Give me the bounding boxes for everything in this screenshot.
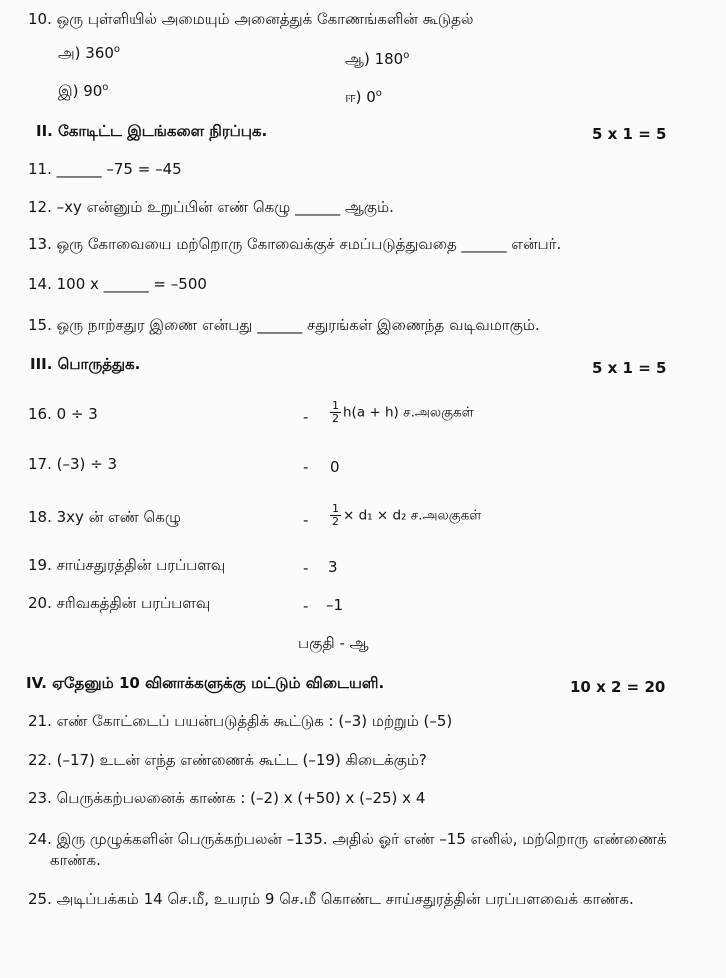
question-11: 11. ______ –75 = –45 (28, 160, 182, 178)
q10-option-d: ஈ) 0$^o$ (345, 88, 382, 106)
match-separator: - (303, 458, 309, 476)
match-answer-5: –1 (326, 596, 344, 614)
question-13: 13. ஒரு கோவையை மற்றொரு கோவைக்குச் சமப்படுத்துவதை ______ என்பர். (28, 235, 562, 253)
question-22: 22. (–17) உடன் எந்த எண்ணைக் கூட்ட (–19) கிடைக்கும்? (28, 751, 427, 769)
section-2-title: II. கோடிட்ட இடங்களை நிரப்புக. (36, 122, 268, 140)
section-4-marks: 10 x 2 = 20 (570, 678, 666, 696)
match-separator: - (303, 511, 309, 529)
match-separator: - (303, 559, 309, 577)
match-question-17: 17. (–3) ÷ 3 (28, 455, 118, 473)
section-3-marks: 5 x 1 = 5 (592, 359, 667, 377)
section-3-title: III. பொருத்துக. (30, 355, 141, 373)
question-23: 23. பெருக்கற்பலனைக் காண்க : (–2) x (+50) x (–25) x 4 (28, 789, 426, 807)
fraction-half: $\frac{1}{2}$ (332, 399, 339, 425)
q10-option-a: அ) 360$^o$ (58, 44, 121, 62)
match-answer-4: 3 (328, 558, 338, 576)
question-25: 25. அடிப்பக்கம் 14 செ.மீ, உயரம் 9 செ.மீ கொண்ட சாய்சதுரத்தின் பரப்பளவைக் காண்க. (28, 890, 634, 908)
section-2-marks: 5 x 1 = 5 (592, 125, 667, 143)
match-question-16: 16. 0 ÷ 3 (28, 405, 98, 423)
question-24-continuation: காண்க. (50, 851, 101, 869)
match-separator: - (303, 597, 309, 615)
fraction-half: $\frac{1}{2}$ (332, 502, 339, 528)
match-answer-2: 0 (330, 458, 340, 476)
question-14: 14. 100 x ______ = –500 (28, 275, 207, 293)
q10-option-b: ஆ) 180$^o$ (345, 50, 410, 68)
match-answer-3: $\frac{1}{2}$ × d₁ × d₂ ச.அலகுகள் (332, 502, 482, 528)
match-separator: - (303, 408, 309, 426)
section-4-title: IV. ஏதேனும் 10 வினாக்களுக்கு மட்டும் விடையளி. (26, 674, 385, 692)
match-question-18: 18. 3xy ன் எண் கெழு (28, 508, 181, 526)
question-15: 15. ஒரு நாற்சதுர இணை என்பது ______ சதுரங்கள் இணைந்த வடிவமாகும். (28, 316, 540, 334)
question-12: 12. –xy என்னும் உறுப்பின் எண் கெழு ______ ஆகும். (28, 198, 394, 216)
match-question-19: 19. சாய்சதுரத்தின் பரப்பளவு (28, 556, 226, 574)
q10-option-c: இ) 90$^o$ (58, 82, 109, 100)
part-heading: பகுதி - ஆ (298, 634, 369, 652)
match-question-20: 20. சரிவகத்தின் பரப்பளவு (28, 594, 211, 612)
question-24: 24. இரு முழுக்களின் பெருக்கற்பலன் –135. அதில் ஓர் எண் –15 எனில், மற்றொரு எண்ணைக் (28, 830, 667, 848)
question-21: 21. எண் கோட்டைப் பயன்படுத்திக் கூட்டுக : (–3) மற்றும் (–5) (28, 712, 453, 730)
question-10: 10. ஒரு புள்ளியில் அமையும் அனைத்துக் கோணங்களின் கூடுதல் (28, 10, 474, 28)
match-answer-1: $\frac{1}{2}$ h(a + h) ச.அலகுகள் (332, 399, 474, 425)
